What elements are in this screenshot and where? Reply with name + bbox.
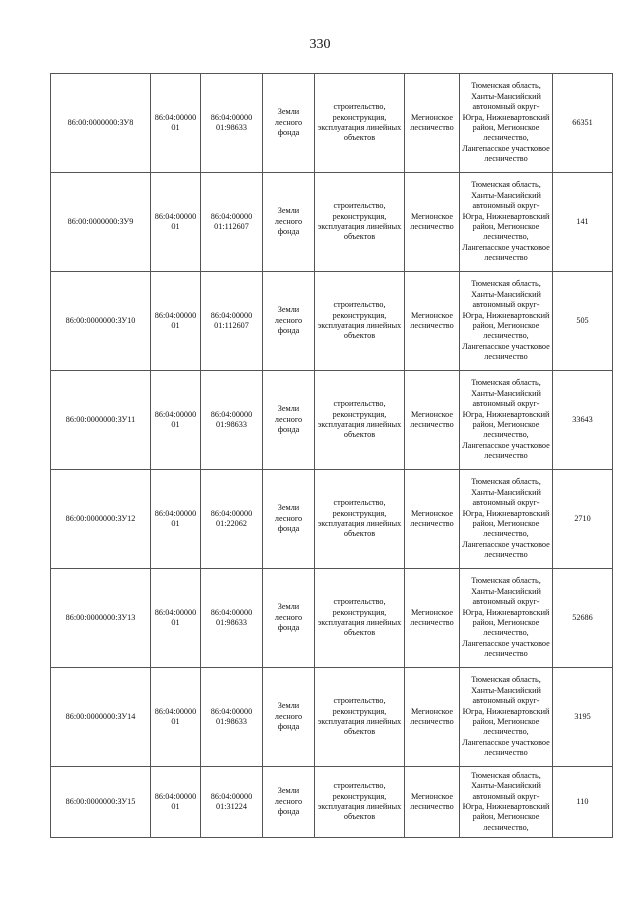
area-cell: 141	[553, 173, 613, 272]
quarter-cell: 86:04:00000 01	[151, 371, 201, 470]
location-cell: Тюменская область, Ханты-Мансийский автономный округ-Югра, Нижневартовский район, Мегионское лесничество, Лангепасское участковое лесничество	[460, 470, 553, 569]
land-category-cell: Земли лесного фонда	[263, 668, 315, 767]
cadastral-number-cell: 86:04:00000 01:98633	[201, 668, 263, 767]
location-cell: Тюменская область, Ханты-Мансийский автономный округ-Югра, Нижневартовский район, Мегионское лесничество, Лангепасское участковое лесничество	[460, 173, 553, 272]
land-plots-table	[50, 73, 613, 838]
table-row	[51, 272, 613, 371]
table-body	[51, 74, 613, 838]
forestry-cell: Мегионское лесничество	[405, 569, 460, 668]
land-category-cell: Земли лесного фонда	[263, 74, 315, 173]
quarter-cell: 86:04:00000 01	[151, 569, 201, 668]
purpose-cell: строительство, реконструкция, эксплуатация линейных объектов	[315, 272, 405, 371]
land-category-cell: Земли лесного фонда	[263, 173, 315, 272]
table-row	[51, 173, 613, 272]
quarter-cell: 86:04:00000 01	[151, 668, 201, 767]
cadastral-number-cell: 86:04:00000 01:31224	[201, 767, 263, 838]
forestry-cell: Мегионское лесничество	[405, 371, 460, 470]
land-category-cell: Земли лесного фонда	[263, 767, 315, 838]
location-cell: Тюменская область, Ханты-Мансийский автономный округ-Югра, Нижневартовский район, Мегионское лесничество, Лангепасское участковое лесничество	[460, 371, 553, 470]
purpose-cell: строительство, реконструкция, эксплуатация линейных объектов	[315, 173, 405, 272]
land-category-cell: Земли лесного фонда	[263, 272, 315, 371]
plot-id-cell: 86:00:0000000:ЗУ8	[51, 74, 151, 173]
quarter-cell: 86:04:00000 01	[151, 767, 201, 838]
forestry-cell: Мегионское лесничество	[405, 767, 460, 838]
location-cell: Тюменская область, Ханты-Мансийский автономный округ-Югра, Нижневартовский район, Мегионское лесничество,	[460, 767, 553, 838]
location-cell: Тюменская область, Ханты-Мансийский автономный округ-Югра, Нижневартовский район, Мегионское лесничество, Лангепасское участковое лесничество	[460, 668, 553, 767]
page-number: 330	[309, 37, 331, 52]
area-cell: 2710	[553, 470, 613, 569]
purpose-cell: строительство, реконструкция, эксплуатация линейных объектов	[315, 470, 405, 569]
plot-id-cell: 86:00:0000000:ЗУ11	[51, 371, 151, 470]
table-row	[51, 371, 613, 470]
plot-id-cell: 86:00:0000000:ЗУ12	[51, 470, 151, 569]
cadastral-number-cell: 86:04:00000 01:98633	[201, 371, 263, 470]
cadastral-number-cell: 86:04:00000 01:22062	[201, 470, 263, 569]
table-row	[51, 569, 613, 668]
cadastral-number-cell: 86:04:00000 01:112607	[201, 173, 263, 272]
purpose-cell: строительство, реконструкция, эксплуатация линейных объектов	[315, 74, 405, 173]
area-cell: 505	[553, 272, 613, 371]
table-row	[51, 470, 613, 569]
cadastral-number-cell: 86:04:00000 01:98633	[201, 569, 263, 668]
quarter-cell: 86:04:00000 01	[151, 173, 201, 272]
land-category-cell: Земли лесного фонда	[263, 569, 315, 668]
land-category-cell: Земли лесного фонда	[263, 371, 315, 470]
quarter-cell: 86:04:00000 01	[151, 74, 201, 173]
quarter-cell: 86:04:00000 01	[151, 272, 201, 371]
quarter-cell: 86:04:00000 01	[151, 470, 201, 569]
purpose-cell: строительство, реконструкция, эксплуатация линейных объектов	[315, 569, 405, 668]
land-category-cell: Земли лесного фонда	[263, 470, 315, 569]
location-cell: Тюменская область, Ханты-Мансийский автономный округ-Югра, Нижневартовский район, Мегионское лесничество, Лангепасское участковое лесничество	[460, 272, 553, 371]
cadastral-number-cell: 86:04:00000 01:112607	[201, 272, 263, 371]
location-cell: Тюменская область, Ханты-Мансийский автономный округ-Югра, Нижневартовский район, Мегионское лесничество, Лангепасское участковое лесничество	[460, 74, 553, 173]
purpose-cell: строительство, реконструкция, эксплуатация линейных объектов	[315, 668, 405, 767]
table-row	[51, 668, 613, 767]
forestry-cell: Мегионское лесничество	[405, 470, 460, 569]
plot-id-cell: 86:00:0000000:ЗУ15	[51, 767, 151, 838]
location-cell: Тюменская область, Ханты-Мансийский автономный округ-Югра, Нижневартовский район, Мегионское лесничество, Лангепасское участковое лесничество	[460, 569, 553, 668]
plot-id-cell: 86:00:0000000:ЗУ14	[51, 668, 151, 767]
area-cell: 66351	[553, 74, 613, 173]
table-row	[51, 74, 613, 173]
area-cell: 33643	[553, 371, 613, 470]
area-cell: 3195	[553, 668, 613, 767]
area-cell: 110	[553, 767, 613, 838]
table-row	[51, 767, 613, 838]
purpose-cell: строительство, реконструкция, эксплуатация линейных объектов	[315, 371, 405, 470]
forestry-cell: Мегионское лесничество	[405, 272, 460, 371]
forestry-cell: Мегионское лесничество	[405, 668, 460, 767]
cadastral-number-cell: 86:04:00000 01:98633	[201, 74, 263, 173]
purpose-cell: строительство, реконструкция, эксплуатация линейных объектов	[315, 767, 405, 838]
forestry-cell: Мегионское лесничество	[405, 173, 460, 272]
plot-id-cell: 86:00:0000000:ЗУ9	[51, 173, 151, 272]
plot-id-cell: 86:00:0000000:ЗУ10	[51, 272, 151, 371]
area-cell: 52686	[553, 569, 613, 668]
forestry-cell: Мегионское лесничество	[405, 74, 460, 173]
plot-id-cell: 86:00:0000000:ЗУ13	[51, 569, 151, 668]
